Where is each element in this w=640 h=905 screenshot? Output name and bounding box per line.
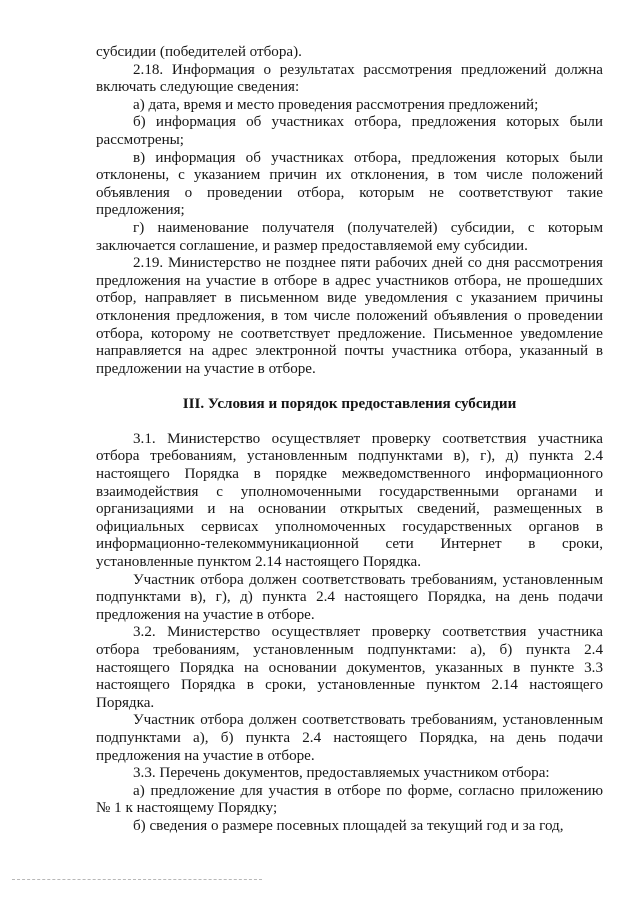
paragraph-3-1: 3.1. Министерство осуществляет проверку соответствия участника отбора требованиям, установленным подпунктами в), г), д) пункта 2.4 настоящего Порядка в порядке межведомственного информационного взаимодействия с уполномоченными государственными органами и организациями и на основании открытых сведений, размещенных в официальных сервисах уполномоченных государственных органов в информационно-телекоммуникационной сети Интернет в сроки, установленные пунктом 2.14 настоящего Порядка. [96, 430, 603, 571]
paragraph-2-19: 2.19. Министерство не позднее пяти рабочих дней со дня рассмотрения предложения на участие в отборе в адрес участников отбора, не прошедших отбор, направляет в письменном виде уведомления с указанием причины отклонения предложения, в том числе положений объявления о проведении отбора, которому не соответствует предложение. Письменное уведомление направляется на адрес электронной почты участника отбора, указанный в предложении на участие в отборе. [96, 255, 603, 377]
section-heading: III. Условия и порядок предоставления субсидии [182, 396, 517, 413]
doc-list-item-b: б) сведения о размере посевных площадей за текущий год и за год, [133, 817, 564, 834]
list-item-v: в) информация об участниках отбора, предложения которых были отклонены, с указанием причин их отклонения, в том числе положений объявления о проведении отбора, которым не соответствуют такие предложения; [96, 149, 603, 219]
list-item-a: а) дата, время и место проведения рассмотрения предложений; [133, 96, 539, 113]
document-body [96, 44, 603, 836]
paragraph-3-3: 3.3. Перечень документов, предоставляемых участником отбора: [133, 765, 550, 782]
paragraph-3-1-requirement: Участник отбора должен соответствовать требованиям, установленным подпунктами в), г), д) пункта 2.4 настоящего Порядка, на день подачи предложения на участие в отборе. [96, 571, 603, 623]
list-item-g: г) наименование получателя (получателей) субсидии, с которым заключается соглашение, и размер предоставляемой ему субсидии. [96, 219, 603, 254]
paragraph-2-18: 2.18. Информация о результатах рассмотрения предложений должна включать следующие сведения: [96, 61, 603, 96]
list-item-b: б) информация об участниках отбора, предложения которых были рассмотрены; [96, 114, 603, 148]
paragraph-3-2-requirement: Участник отбора должен соответствовать требованиям, установленным подпунктами а), б) пункта 2.4 настоящего Порядка, на день подачи предложения на участие в отборе. [96, 712, 603, 764]
paragraph-3-2: 3.2. Министерство осуществляет проверку соответствия участника отбора требованиям, установленным подпунктами: а), б) пункта 2.4 настоящего Порядка на основании документов, указанных в пункте 3.3 настоящего Порядка в сроки, установленные пунктом 2.14 настоящего Порядка. [96, 624, 603, 711]
doc-list-item-a: а) предложение для участия в отборе по форме, согласно приложению № 1 к настоящему Порядку; [96, 782, 603, 817]
scan-artifact-line [12, 879, 262, 880]
paragraph-continuation: субсидии (победителей отбора). [96, 44, 302, 60]
